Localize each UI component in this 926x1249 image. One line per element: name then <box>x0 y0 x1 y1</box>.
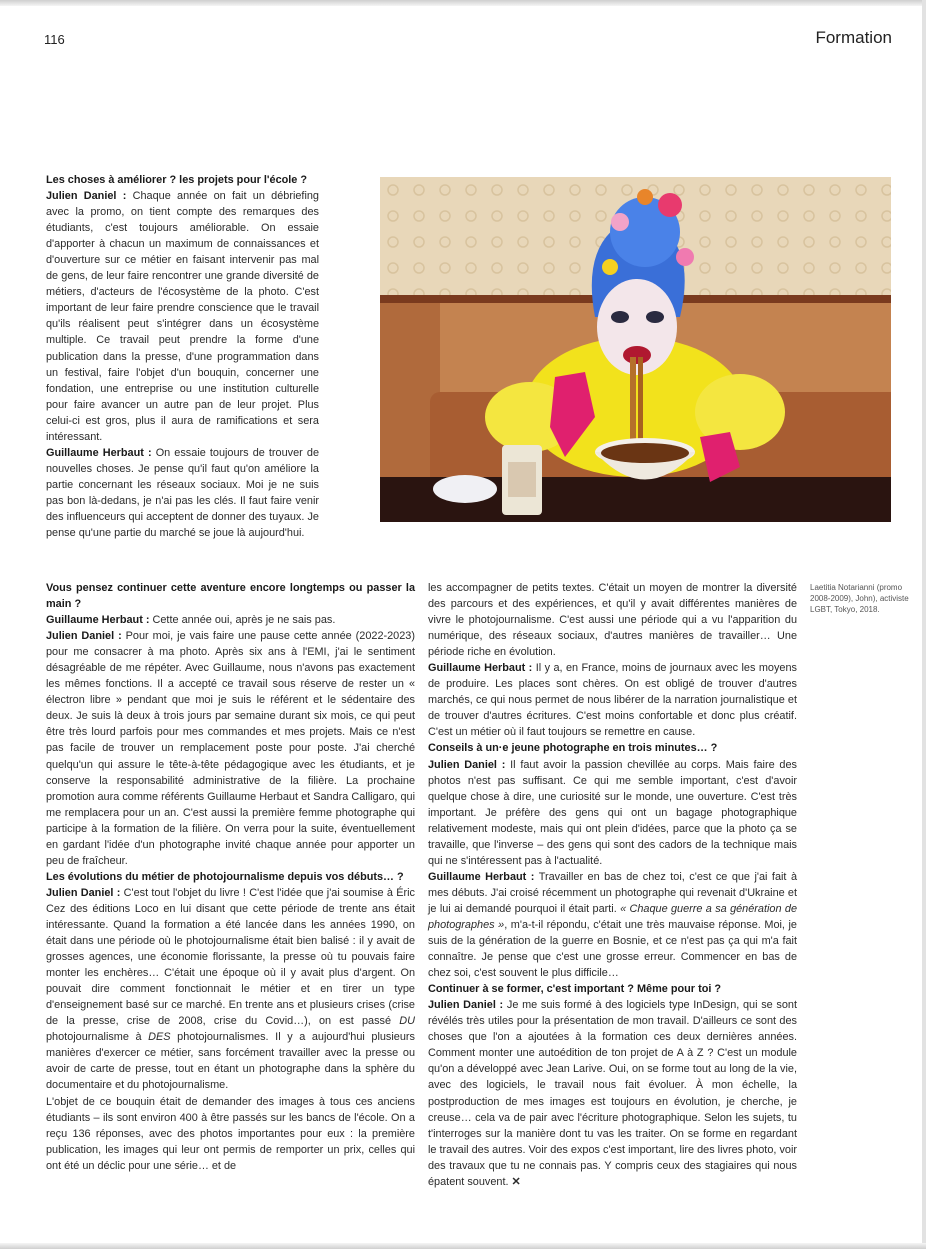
question-heading: Continuer à se former, c'est important ? Même pour toi ? <box>428 983 722 996</box>
answer-paragraph <box>46 612 415 628</box>
question-heading: Vous pensez continuer cette aventure encore longtemps ou passer la main ? <box>46 582 415 611</box>
answer-text: photojournalismes. Il y a aujourd'hui plusieurs manières d'exercer ce métier, sans forcément travailler avec la presse ou avoir de carte de presse, tout en étant un photographe dans la sphère du documentaire et du photojournalisme. <box>46 1031 415 1092</box>
question-heading: Les choses à améliorer ? les projets pour l'école ? <box>46 174 308 186</box>
quote-text: « Chaque guerre a sa génération de photographes » <box>428 902 797 931</box>
answer-paragraph <box>428 997 797 1190</box>
speaker-name: Julien Daniel : <box>46 630 122 643</box>
section-title: Formation <box>815 28 892 47</box>
answer-text: Il faut avoir la passion chevillée au corps. Mais faire des photos n'est pas suffisant. Ce qui me semble important, c'est d'avoir quelque chose à dire, une curiosité sur le monde, une ouverture. C'est très important. Je préfère des gens qui ont un bagage photographique relativement modeste, mais qui ont plein d'idées, parce que la photo ça se travaille, que l'inverse – des gens qui sont des cadors de la technique mais qui ne s'intéressent pas à l'actualité. <box>428 758 797 867</box>
page-edge-right <box>922 0 926 1249</box>
question-heading: Les évolutions du métier de photojournalisme depuis vos débuts… ? <box>46 870 404 883</box>
photo-illustration <box>380 177 891 522</box>
answer-paragraph: L'objet de ce bouquin était de demander des images à tous ces anciens étudiants – ils sont environ 400 à être passés sur les bancs de l'école. On a reçu 136 réponses, avec des photos importantes pour eux : la première publication, les images qui leur ont permis de remporter un prix, celles qui ont été un déclic pour une série… et de <box>46 1095 415 1172</box>
speaker-name: Guillaume Herbaut : <box>46 446 152 459</box>
answer-paragraph <box>46 445 319 541</box>
answer-text: , m'a-t-il répondu, c'était une très mauvaise réponse. Moi, je suis de la génération de la guerre en Bosnie, et ce n'est pas ça qui m'a fait connaître. Je pense que c'est une grosse erreur. Commencer en bas de chez soi, c'est souvent le plus difficile… <box>428 918 797 980</box>
portrait-photo <box>380 177 891 522</box>
speaker-name: Julien Daniel : <box>46 886 121 899</box>
answer-text: Il y a, en France, moins de journaux avec les moyens de produire. Les places sont chères. On est obligé de trouver d'autres marchés, ce qui nous permet de nous libérer de la narration journalistique et de trouver d'autres écritures. C'est moins confortable et donc plus créatif. C'est un métier où il faut toujours se remettre en cause. <box>428 662 797 739</box>
emphasis-text: DU <box>399 1015 415 1028</box>
answer-paragraph <box>428 660 797 740</box>
page-edge-bottom <box>0 1243 926 1249</box>
question-heading: Conseils à un·e jeune photographe en trois minutes… ? <box>428 742 718 755</box>
text-column-right <box>428 580 797 1190</box>
speaker-name: Guillaume Herbaut : <box>428 870 535 883</box>
answer-paragraph <box>46 188 319 445</box>
end-mark-icon: ✕ <box>508 1175 521 1188</box>
answer-text: Chaque année on fait un débriefing avec la promo, on tient compte des remarques des étudiants, c'est toujours améliorable. On essaie d'apporter à chacun un maximum de connaissances et d'ouverture sur ce métier en faisant intervenir pas mal de gens, de leur faire rencontrer une grande diversité de métiers, d'acteurs de l'écosystème de la photo. C'est important de leur faire prendre conscience que le travail qu'ils réalisent peut s'intégrer dans un écosystème multiple. Ce travail peut prendre la forme d'une publication dans la presse, d'une programmation dans un festival, faire l'objet d'un bouquin, concerner une fondation, une entreprise ou une institution culturelle pour faire avancer un autre pan de leur projet. Plus celui-ci est gros, plus il aura de ramifications et sera intéressant. <box>46 190 319 443</box>
answer-paragraph <box>46 628 415 869</box>
speaker-name: Guillaume Herbaut : <box>46 614 150 627</box>
answer-paragraph <box>428 757 797 869</box>
answer-text: C'est tout l'objet du livre ! C'est l'idée que j'ai soumise à Éric Cez des éditions Loco en lui disant que cette période de trente ans était intéressante. Quand la formation a été lancée dans les années 1990, on était dans une période où le photojournalisme était bien balisé : il y avait de grosses agences, une économie florissante, la presse où tu pouvais faire monter les enchères… C'était une époque où il y avait plus d'argent. On pouvait dire comment fonctionnait le métier et en tirer un type d'enseignement basé sur ce marché. En trente ans et plusieurs crises (crise de la presse, crise de 2008, crise du Covid…), on est passé <box>46 886 415 1028</box>
answer-text: Pour moi, je vais faire une pause cette année (2022-2023) pour me consacrer à ma photo. Après six ans à l'EMI, j'ai le sentiment désagréable de me répéter. Avec Guillaume, nous n'avons pas exactement les mêmes fonctions. Il a accepté ce travail sous réserve de rester un « électron libre » pendant que moi je suis le référent et le sédentaire des deux. Je suis là deux à trois jours par semaine durant six mois, ce qui peut être très lourd parfois pour mes commandes et mes projets. Mais ce n'est pas facile de trouver un remplacement poste pour poste. J'ai cherché quelqu'un qui assure le tête-à-tête pédagogique avec les étudiants, et je conserve la responsabilité administrative de la filière. La prochaine promotion aura comme référents Guillaume Herbaut et Sandra Calligaro, qui me remplacera pour un an. C'est aussi la première femme photographe qui participe à la formation de la filière. On verra pour la suite, éventuellement en gardant l'idée d'un photographe invité chaque année pour apporter un peu de fraîcheur. <box>46 630 415 867</box>
answer-text: On essaie toujours de trouver de nouvelles choses. Je pense qu'il faut qu'on améliore la partie concernant les réseaux sociaux. Moi je ne suis pas bon là-dedans, je n'ai pas les clés. Il faut faire venir des influenceurs qui acceptent de donner des tuyaux. Je pense qu'une partie du marché se joue là aujourd'hui. <box>46 446 320 540</box>
answer-text: photojournalisme à <box>46 1031 149 1044</box>
speaker-name: Julien Daniel : <box>46 190 127 203</box>
speaker-name: Julien Daniel : <box>428 999 504 1012</box>
page-edge-top <box>0 0 926 6</box>
answer-paragraph <box>428 869 797 981</box>
speaker-name: Guillaume Herbaut : <box>428 662 533 675</box>
emphasis-text: DES <box>148 1031 171 1044</box>
answer-text: Cette année oui, après je ne sais pas. <box>149 614 336 627</box>
answer-paragraph <box>46 885 415 1094</box>
photo-caption: Laetitia Notarianni (promo 2008-2009), John), activiste LGBT, Tokyo, 2018. <box>810 583 909 614</box>
answer-paragraph: les accompagner de petits textes. C'était un moyen de montrer la diversité des parcours et des expériences, et qu'il y avait différentes manières de vivre le photojournalisme. C'est aussi une période qui a vu l'apparition du numérique, des réseaux sociaux, d'autres manières de travailler… Une période riche en évolution. <box>428 582 797 659</box>
speaker-name: Julien Daniel : <box>428 758 506 771</box>
answer-text: Je me suis formé à des logiciels type InDesign, qui se sont révélés très utiles pour la présentation de mon travail. D'ailleurs ce sont des choses que l'on a ajoutées à la formation ces deux dernières années. Comment monter une autoédition de ton projet de A à Z ? C'est un module qu'on a développé avec Jean Larive. Oui, on se forme tout au long de la vie, avec des logiciels, le travail nous fait évoluer. À mon échelle, la postproduction de mes images est toujours en évolution, je cherche, je creuse… cela va de pair avec l'écriture photographique. Selon les sujets, tu t'interroges sur la manière dont tu vas les traiter. On se forme en regardant le travail des autres. Voir des expos c'est important, lire des livres photo, voir des travaux que tu ne connais pas. Y compris ceux des stagiaires qui nous épatent souvent. <box>428 999 797 1188</box>
answer-text: Travailler en bas de chez toi, c'est ce que j'ai fait à mes débuts. J'ai croisé récemment un photographe qui revenait d'Ukraine et je lui ai demandé pourquoi il était parti. <box>428 870 798 915</box>
text-column-top-left <box>46 172 319 541</box>
text-column-bottom-left <box>46 580 415 1174</box>
page-number: 116 <box>44 32 65 47</box>
